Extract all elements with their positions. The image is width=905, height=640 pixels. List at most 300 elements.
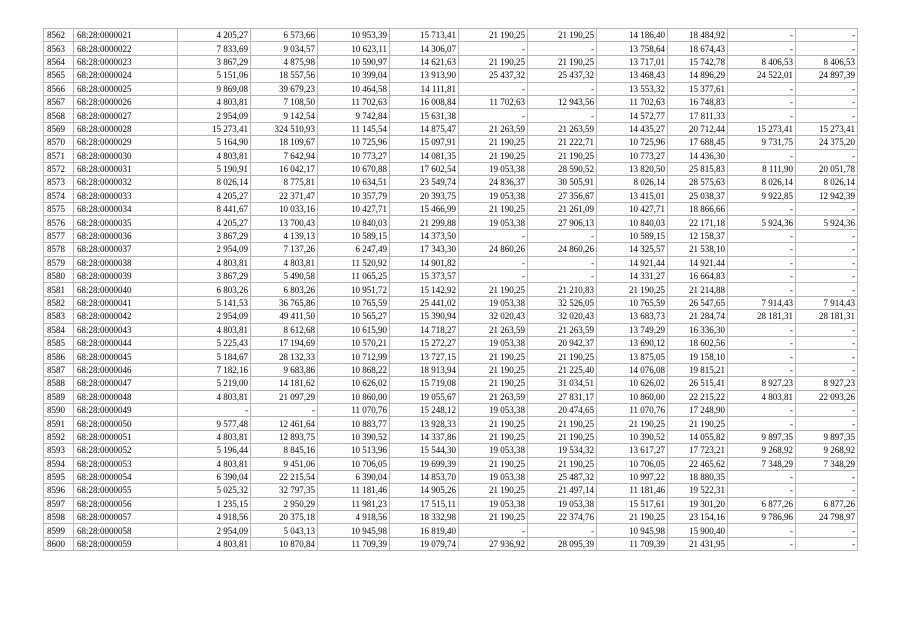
table-row	[44, 497, 858, 510]
value-cell: 15 377,61	[668, 82, 728, 95]
value-cell: 12 893,75	[251, 430, 318, 443]
value-cell: 7 348,29	[728, 457, 796, 470]
value-cell: 4 803,81	[178, 95, 251, 108]
value-cell: 17 602,54	[390, 162, 459, 175]
value-cell: -	[528, 524, 597, 537]
value-cell: -	[796, 95, 858, 108]
value-cell: 20 474,65	[528, 403, 597, 416]
cadastral-number-cell: 68:28:0000032	[74, 176, 178, 189]
value-cell: 10 427,71	[597, 203, 668, 216]
value-cell: -	[796, 82, 858, 95]
value-cell: 12 942,39	[796, 189, 858, 202]
value-cell: -	[728, 42, 796, 55]
value-cell: 10 513,96	[318, 444, 390, 457]
value-cell: 19 053,38	[459, 216, 528, 229]
value-cell: 13 875,05	[597, 350, 668, 363]
value-cell: 16 008,84	[390, 95, 459, 108]
row-number-cell: 8562	[44, 29, 74, 42]
value-cell: -	[796, 336, 858, 349]
value-cell: -	[728, 524, 796, 537]
value-cell: 21 190,25	[528, 457, 597, 470]
value-cell: 15 713,41	[390, 29, 459, 42]
value-cell: -	[459, 42, 528, 55]
row-number-cell: 8584	[44, 323, 74, 336]
value-cell: 5 141,53	[178, 296, 251, 309]
value-cell: 16 042,17	[251, 162, 318, 175]
value-cell: 2 954,09	[178, 109, 251, 122]
value-cell: 7 182,16	[178, 363, 251, 376]
value-cell: -	[728, 470, 796, 483]
value-cell: 14 921,44	[597, 256, 668, 269]
value-cell: 14 186,40	[597, 29, 668, 42]
value-cell: 10 427,71	[318, 203, 390, 216]
row-number-cell: 8570	[44, 136, 74, 149]
value-cell: 4 803,81	[178, 537, 251, 550]
value-cell: -	[459, 256, 528, 269]
value-cell: 22 093,26	[796, 390, 858, 403]
row-number-cell: 8568	[44, 109, 74, 122]
value-cell: 11 709,39	[597, 537, 668, 550]
value-cell: 5 025,32	[178, 484, 251, 497]
value-cell: 13 553,32	[597, 82, 668, 95]
value-cell: 11 702,63	[318, 95, 390, 108]
value-cell: 14 373,50	[390, 229, 459, 242]
value-cell: 5 190,91	[178, 162, 251, 175]
value-cell: 24 798,97	[796, 511, 858, 524]
value-cell: -	[459, 270, 528, 283]
value-cell: 5 225,43	[178, 336, 251, 349]
value-cell: 4 803,81	[178, 430, 251, 443]
table-row	[44, 162, 858, 175]
value-cell: -	[796, 350, 858, 363]
table-row	[44, 29, 858, 42]
value-cell: 23 549,74	[390, 176, 459, 189]
value-cell: 27 356,67	[528, 189, 597, 202]
value-cell: 17 343,30	[390, 243, 459, 256]
value-cell: 10 565,27	[318, 310, 390, 323]
row-number-cell: 8599	[44, 524, 74, 537]
value-cell: 2 950,29	[251, 497, 318, 510]
value-cell: 15 517,61	[597, 497, 668, 510]
value-cell: 4 205,27	[178, 29, 251, 42]
cadastral-number-cell: 68:28:0000059	[74, 537, 178, 550]
value-cell: 7 833,69	[178, 42, 251, 55]
value-cell: 13 913,90	[390, 69, 459, 82]
value-cell: -	[796, 417, 858, 430]
data-table	[43, 28, 858, 551]
value-cell: 24 897,39	[796, 69, 858, 82]
value-cell: -	[728, 203, 796, 216]
cadastral-number-cell: 68:28:0000043	[74, 323, 178, 336]
table-row	[44, 403, 858, 416]
value-cell: 23 154,16	[668, 511, 728, 524]
value-cell: 21 190,25	[459, 350, 528, 363]
value-cell: 7 914,43	[796, 296, 858, 309]
table-row	[44, 457, 858, 470]
row-number-cell: 8578	[44, 243, 74, 256]
value-cell: 15 248,12	[390, 403, 459, 416]
value-cell: -	[178, 403, 251, 416]
value-cell: 21 190,25	[528, 149, 597, 162]
value-cell: 10 634,51	[318, 176, 390, 189]
value-cell: 19 534,32	[528, 444, 597, 457]
table-body	[44, 29, 858, 551]
value-cell: 4 803,81	[178, 323, 251, 336]
row-number-cell: 8565	[44, 69, 74, 82]
value-cell: 10 706,05	[318, 457, 390, 470]
value-cell: 13 690,12	[597, 336, 668, 349]
value-cell: 19 301,20	[668, 497, 728, 510]
cadastral-number-cell: 68:28:0000022	[74, 42, 178, 55]
table-row	[44, 270, 858, 283]
value-cell: 20 393,75	[390, 189, 459, 202]
table-row	[44, 176, 858, 189]
value-cell: 21 225,40	[528, 363, 597, 376]
value-cell: 21 190,25	[528, 350, 597, 363]
value-cell: 10 725,96	[318, 136, 390, 149]
value-cell: 9 683,86	[251, 363, 318, 376]
row-number-cell: 8583	[44, 310, 74, 323]
value-cell: 10 464,58	[318, 82, 390, 95]
value-cell: 26 547,65	[668, 296, 728, 309]
value-cell: 21 097,29	[251, 390, 318, 403]
value-cell: 19 053,38	[459, 296, 528, 309]
value-cell: 28 181,31	[796, 310, 858, 323]
value-cell: 21 214,88	[668, 283, 728, 296]
value-cell: 25 815,83	[668, 162, 728, 175]
value-cell: 25 487,32	[528, 470, 597, 483]
value-cell: 5 219,00	[178, 377, 251, 390]
value-cell: -	[796, 470, 858, 483]
value-cell: 4 205,27	[178, 189, 251, 202]
value-cell: 25 437,32	[459, 69, 528, 82]
row-number-cell: 8588	[44, 377, 74, 390]
value-cell: 28 132,33	[251, 350, 318, 363]
value-cell: 21 190,25	[459, 29, 528, 42]
value-cell: 15 900,40	[668, 524, 728, 537]
value-cell: -	[528, 270, 597, 283]
value-cell: 24 860,26	[528, 243, 597, 256]
value-cell: 9 786,96	[728, 511, 796, 524]
value-cell: 15 273,41	[796, 122, 858, 135]
value-cell: 21 190,25	[459, 377, 528, 390]
value-cell: 10 840,03	[318, 216, 390, 229]
value-cell: 10 623,11	[318, 42, 390, 55]
value-cell: 28 095,39	[528, 537, 597, 550]
table-row	[44, 216, 858, 229]
value-cell: 24 522,01	[728, 69, 796, 82]
value-cell: 11 070,76	[597, 403, 668, 416]
value-cell: 14 875,47	[390, 122, 459, 135]
value-cell: 14 076,08	[597, 363, 668, 376]
value-cell: 15 373,57	[390, 270, 459, 283]
value-cell: 17 515,11	[390, 497, 459, 510]
value-cell: 10 945,98	[318, 524, 390, 537]
row-number-cell: 8600	[44, 537, 74, 550]
value-cell: 8 026,14	[178, 176, 251, 189]
value-cell: -	[728, 82, 796, 95]
cadastral-number-cell: 68:28:0000047	[74, 377, 178, 390]
value-cell: 19 053,38	[459, 403, 528, 416]
table-row	[44, 149, 858, 162]
value-cell: 12 943,56	[528, 95, 597, 108]
value-cell: 15 272,27	[390, 336, 459, 349]
value-cell: 10 589,15	[597, 229, 668, 242]
value-cell: 22 171,18	[668, 216, 728, 229]
value-cell: -	[728, 363, 796, 376]
cadastral-number-cell: 68:28:0000035	[74, 216, 178, 229]
value-cell: 10 357,79	[318, 189, 390, 202]
value-cell: 19 053,38	[459, 189, 528, 202]
value-cell: 6 877,26	[728, 497, 796, 510]
row-number-cell: 8579	[44, 256, 74, 269]
row-number-cell: 8581	[44, 283, 74, 296]
value-cell: 36 765,86	[251, 296, 318, 309]
value-cell: -	[796, 403, 858, 416]
value-cell: -	[796, 256, 858, 269]
value-cell: 14 081,35	[390, 149, 459, 162]
value-cell: 14 337,86	[390, 430, 459, 443]
value-cell: 21 299,88	[390, 216, 459, 229]
value-cell: 21 538,10	[668, 243, 728, 256]
value-cell: 3 867,29	[178, 229, 251, 242]
table-row	[44, 537, 858, 550]
table-row	[44, 377, 858, 390]
table-row	[44, 203, 858, 216]
value-cell: 21 263,59	[459, 323, 528, 336]
value-cell: 10 951,72	[318, 283, 390, 296]
row-number-cell: 8566	[44, 82, 74, 95]
value-cell: -	[796, 323, 858, 336]
value-cell: 19 699,39	[390, 457, 459, 470]
cadastral-number-cell: 68:28:0000041	[74, 296, 178, 309]
row-number-cell: 8590	[44, 403, 74, 416]
value-cell: -	[251, 403, 318, 416]
value-cell: 10 840,03	[597, 216, 668, 229]
table-row	[44, 524, 858, 537]
value-cell: 16 819,40	[390, 524, 459, 537]
value-cell: 14 325,57	[597, 243, 668, 256]
value-cell: 10 390,52	[597, 430, 668, 443]
value-cell: 31 034,51	[528, 377, 597, 390]
table-row	[44, 136, 858, 149]
value-cell: 4 139,13	[251, 229, 318, 242]
value-cell: -	[728, 283, 796, 296]
value-cell: 5 164,90	[178, 136, 251, 149]
value-cell: 10 033,16	[251, 203, 318, 216]
value-cell: -	[728, 95, 796, 108]
value-cell: -	[528, 82, 597, 95]
value-cell: 30 505,91	[528, 176, 597, 189]
value-cell: 18 602,56	[668, 336, 728, 349]
value-cell: 5 924,36	[796, 216, 858, 229]
row-number-cell: 8598	[44, 511, 74, 524]
value-cell: 4 875,98	[251, 55, 318, 68]
value-cell: 10 706,05	[597, 457, 668, 470]
value-cell: 10 953,39	[318, 29, 390, 42]
cadastral-number-cell: 68:28:0000034	[74, 203, 178, 216]
value-cell: 13 758,64	[597, 42, 668, 55]
value-cell: 14 853,70	[390, 470, 459, 483]
value-cell: 16 748,83	[668, 95, 728, 108]
value-cell: -	[728, 336, 796, 349]
value-cell: 15 544,30	[390, 444, 459, 457]
value-cell: 18 880,35	[668, 470, 728, 483]
value-cell: -	[728, 256, 796, 269]
value-cell: 1 235,15	[178, 497, 251, 510]
value-cell: 12 158,37	[668, 229, 728, 242]
value-cell: 15 390,94	[390, 310, 459, 323]
value-cell: 11 702,63	[597, 95, 668, 108]
value-cell: 9 731,75	[728, 136, 796, 149]
value-cell: 4 918,56	[318, 511, 390, 524]
cadastral-number-cell: 68:28:0000027	[74, 109, 178, 122]
value-cell: 11 181,46	[318, 484, 390, 497]
cadastral-number-cell: 68:28:0000039	[74, 270, 178, 283]
value-cell: -	[728, 484, 796, 497]
value-cell: 19 053,38	[459, 470, 528, 483]
cadastral-number-cell: 68:28:0000021	[74, 29, 178, 42]
value-cell: 10 773,27	[318, 149, 390, 162]
row-number-cell: 8573	[44, 176, 74, 189]
value-cell: -	[459, 524, 528, 537]
value-cell: 13 617,27	[597, 444, 668, 457]
value-cell: 10 860,00	[597, 390, 668, 403]
value-cell: 10 765,59	[597, 296, 668, 309]
value-cell: 17 248,90	[668, 403, 728, 416]
value-cell: 24 860,26	[459, 243, 528, 256]
row-number-cell: 8574	[44, 189, 74, 202]
value-cell: 21 497,14	[528, 484, 597, 497]
cadastral-number-cell: 68:28:0000037	[74, 243, 178, 256]
table-row	[44, 417, 858, 430]
value-cell: 21 190,25	[528, 430, 597, 443]
value-cell: 20 051,78	[796, 162, 858, 175]
value-cell: 14 896,29	[668, 69, 728, 82]
value-cell: -	[459, 229, 528, 242]
value-cell: 8 612,68	[251, 323, 318, 336]
value-cell: 32 020,43	[459, 310, 528, 323]
value-cell: 10 712,99	[318, 350, 390, 363]
value-cell: 10 773,27	[597, 149, 668, 162]
value-cell: 27 906,13	[528, 216, 597, 229]
cadastral-number-cell: 68:28:0000024	[74, 69, 178, 82]
value-cell: 11 070,76	[318, 403, 390, 416]
value-cell: 17 194,69	[251, 336, 318, 349]
value-cell: 5 184,67	[178, 350, 251, 363]
value-cell: -	[728, 149, 796, 162]
value-cell: 15 742,78	[668, 55, 728, 68]
cadastral-number-cell: 68:28:0000029	[74, 136, 178, 149]
table-row	[44, 336, 858, 349]
table-row	[44, 109, 858, 122]
value-cell: 18 332,98	[390, 511, 459, 524]
table-row	[44, 55, 858, 68]
value-cell: 15 142,92	[390, 283, 459, 296]
value-cell: 18 913,94	[390, 363, 459, 376]
value-cell: 21 190,25	[459, 149, 528, 162]
table-row	[44, 243, 858, 256]
value-cell: 27 936,92	[459, 537, 528, 550]
value-cell: 14 436,30	[668, 149, 728, 162]
value-cell: -	[796, 229, 858, 242]
value-cell: 14 621,63	[390, 55, 459, 68]
value-cell: -	[528, 256, 597, 269]
table-row	[44, 69, 858, 82]
value-cell: 11 181,46	[597, 484, 668, 497]
row-number-cell: 8564	[44, 55, 74, 68]
value-cell: 13 415,01	[597, 189, 668, 202]
value-cell: 19 053,38	[459, 497, 528, 510]
value-cell: 6 390,04	[178, 470, 251, 483]
row-number-cell: 8595	[44, 470, 74, 483]
value-cell: 7 348,29	[796, 457, 858, 470]
value-cell: 4 918,56	[178, 511, 251, 524]
cadastral-number-cell: 68:28:0000057	[74, 511, 178, 524]
table-row	[44, 310, 858, 323]
value-cell: 8 406,53	[728, 55, 796, 68]
value-cell: 22 371,47	[251, 189, 318, 202]
value-cell: -	[796, 243, 858, 256]
value-cell: 10 765,59	[318, 296, 390, 309]
value-cell: -	[728, 537, 796, 550]
value-cell: 5 490,58	[251, 270, 318, 283]
value-cell: 8 775,81	[251, 176, 318, 189]
value-cell: 10 870,84	[251, 537, 318, 550]
value-cell: 19 053,38	[528, 497, 597, 510]
value-cell: 15 097,91	[390, 136, 459, 149]
value-cell: 28 575,63	[668, 176, 728, 189]
value-cell: -	[728, 109, 796, 122]
row-number-cell: 8575	[44, 203, 74, 216]
value-cell: 9 451,06	[251, 457, 318, 470]
value-cell: 21 261,09	[528, 203, 597, 216]
cadastral-number-cell: 68:28:0000042	[74, 310, 178, 323]
cadastral-number-cell: 68:28:0000025	[74, 82, 178, 95]
value-cell: 14 921,44	[668, 256, 728, 269]
value-cell: 5 196,44	[178, 444, 251, 457]
value-cell: 13 700,43	[251, 216, 318, 229]
value-cell: 4 803,81	[178, 149, 251, 162]
value-cell: 7 914,43	[728, 296, 796, 309]
value-cell: 21 263,59	[459, 122, 528, 135]
cadastral-number-cell: 68:28:0000028	[74, 122, 178, 135]
value-cell: 8 927,23	[796, 377, 858, 390]
value-cell: 13 727,15	[390, 350, 459, 363]
value-cell: 10 997,22	[597, 470, 668, 483]
cadastral-number-cell: 68:28:0000048	[74, 390, 178, 403]
value-cell: 9 897,35	[796, 430, 858, 443]
value-cell: -	[796, 283, 858, 296]
value-cell: 21 263,59	[528, 122, 597, 135]
value-cell: -	[796, 109, 858, 122]
cadastral-number-cell: 68:28:0000033	[74, 189, 178, 202]
value-cell: 15 631,38	[390, 109, 459, 122]
value-cell: 22 215,54	[251, 470, 318, 483]
value-cell: 7 642,94	[251, 149, 318, 162]
row-number-cell: 8587	[44, 363, 74, 376]
table-row	[44, 350, 858, 363]
cadastral-number-cell: 68:28:0000051	[74, 430, 178, 443]
value-cell: 25 441,02	[390, 296, 459, 309]
value-cell: 28 181,31	[728, 310, 796, 323]
value-cell: 6 877,26	[796, 497, 858, 510]
value-cell: 4 205,27	[178, 216, 251, 229]
row-number-cell: 8593	[44, 444, 74, 457]
value-cell: 21 190,25	[528, 29, 597, 42]
value-cell: 21 190,25	[459, 136, 528, 149]
value-cell: 21 263,59	[459, 390, 528, 403]
